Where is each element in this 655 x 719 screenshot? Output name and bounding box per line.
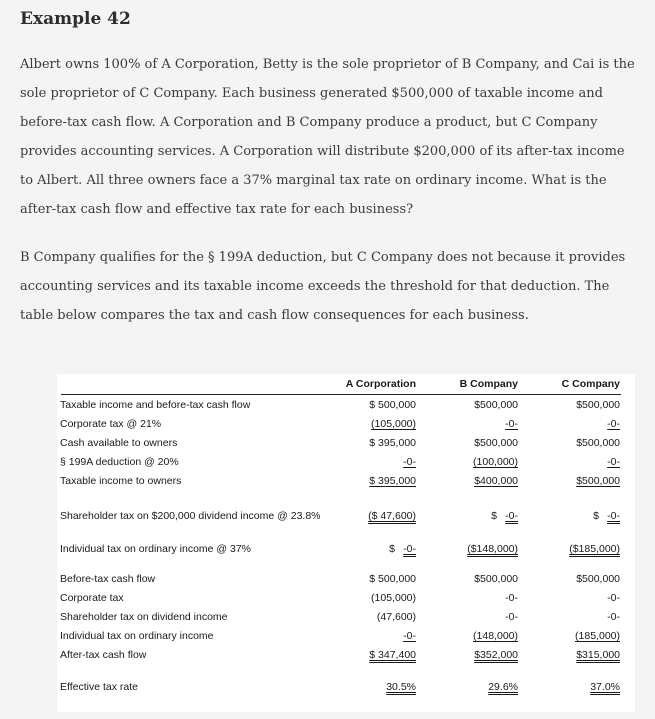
row-label: Effective tax rate <box>60 681 139 693</box>
cell-b: (100,000) <box>473 456 518 468</box>
cell-b: -0- <box>505 418 518 430</box>
cell-a: -0- <box>403 456 416 468</box>
header-a-corporation: A Corporation <box>345 378 416 390</box>
cell-c: 37.0% <box>590 681 620 693</box>
cell-a: $ 395,000 <box>369 475 416 487</box>
cell-a: $ 347,400 <box>369 649 416 661</box>
cell-c: -0- <box>607 592 620 604</box>
row-label: After-tax cash flow <box>60 649 147 661</box>
cell-b: $500,000 <box>474 399 518 411</box>
cell-c: $500,000 <box>576 437 620 449</box>
row-label: Shareholder tax on $200,000 dividend income @ 23.8% <box>60 510 321 522</box>
row-label: § 199A deduction @ 20% <box>60 456 179 468</box>
cell-b-dollar: $ <box>491 510 497 522</box>
row-label: Corporate tax @ 21% <box>60 418 162 430</box>
cell-c: $500,000 <box>576 573 620 585</box>
cell-a: $ 395,000 <box>369 437 416 449</box>
cell-b: -0- <box>505 592 518 604</box>
cell-b: $352,000 <box>474 649 518 661</box>
row-label: Corporate tax <box>60 592 124 604</box>
cell-b: $500,000 <box>474 437 518 449</box>
cell-b: $400,000 <box>474 475 518 487</box>
cell-c: $500,000 <box>576 399 620 411</box>
cell-c: -0- <box>607 456 620 468</box>
cell-c: -0- <box>607 510 620 522</box>
cell-c-dollar: $ <box>593 510 599 522</box>
cell-b: 29.6% <box>488 681 518 693</box>
row-label: Taxable income to owners <box>60 475 182 487</box>
cell-c: -0- <box>607 418 620 430</box>
header-rule <box>61 394 621 395</box>
cell-c: -0- <box>607 611 620 623</box>
row-label: Individual tax on ordinary income <box>60 630 214 642</box>
header-b-company: B Company <box>459 378 518 390</box>
row-label: Before-tax cash flow <box>60 573 156 585</box>
row-label: Individual tax on ordinary income @ 37% <box>60 543 252 555</box>
cell-a: 30.5% <box>386 681 416 693</box>
cell-b: $500,000 <box>474 573 518 585</box>
row-label: Cash available to owners <box>60 437 178 449</box>
example-title: Example 42 <box>20 9 131 29</box>
cell-a: -0- <box>403 630 416 642</box>
cell-c: $500,000 <box>576 475 620 487</box>
cell-b: -0- <box>505 510 518 522</box>
cell-c: ($185,000) <box>569 543 620 555</box>
cell-a: -0- <box>403 543 416 555</box>
problem-paragraph: Albert owns 100% of A Corporation, Betty is the sole proprietor of B Company, and Cai is the sole proprietor of C Company. Each business generated $500,000 of taxable income and before-tax cash flow. A Corporation and B Company produce a product, but C Company provides accounting services. A Corporation will distribute $200,000 of its after-tax income to Albert. All three owners face a 37% marginal tax rate on ordinary income. What is the after-tax cash flow and effective tax rate for each business? <box>20 57 635 217</box>
cell-a: $ 500,000 <box>369 399 416 411</box>
cell-a: (105,000) <box>371 418 416 430</box>
explanation-paragraph: B Company qualifies for the § 199A deduction, but C Company does not because it provides accounting services and its taxable income exceeds the threshold for that deduction. The table below compares the tax and cash flow consequences for each business. <box>20 250 626 323</box>
cell-c: (185,000) <box>575 630 620 642</box>
cell-b: ($148,000) <box>467 543 518 555</box>
cell-b: (148,000) <box>473 630 518 642</box>
cell-a: (47,600) <box>376 611 416 623</box>
cell-b: -0- <box>505 611 518 623</box>
header-c-company: C Company <box>561 378 620 390</box>
comparison-table <box>57 374 635 712</box>
cell-a: $ 500,000 <box>369 573 416 585</box>
cell-a: ($ 47,600) <box>368 510 416 522</box>
row-label: Taxable income and before-tax cash flow <box>60 399 251 411</box>
cell-a-dollar: $ <box>389 543 395 555</box>
row-label: Shareholder tax on dividend income <box>60 611 228 623</box>
cell-c: $315,000 <box>576 649 620 661</box>
cell-a: (105,000) <box>371 592 416 604</box>
